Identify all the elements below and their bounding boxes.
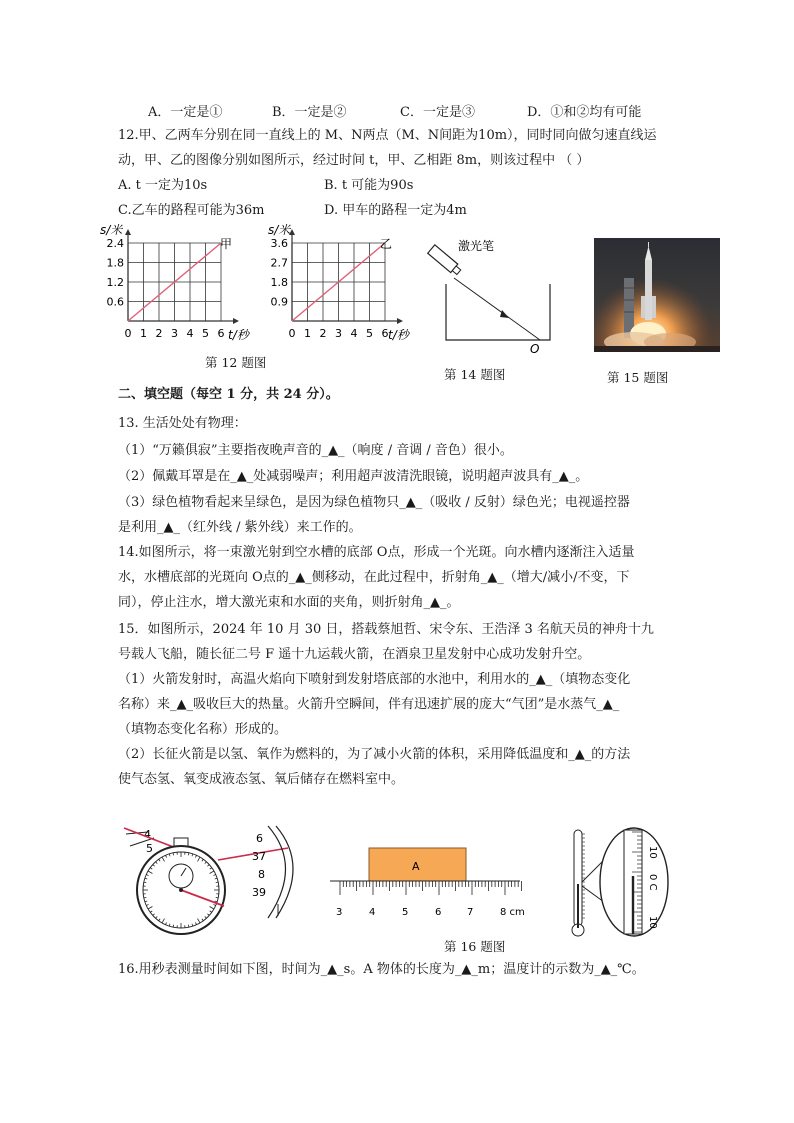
graph-jia-series-label: 甲 xyxy=(220,237,233,251)
yi-x-arrow-icon xyxy=(397,318,403,324)
q12-option-d: D. 甲车的路程一定为4m xyxy=(324,203,467,218)
q15-part1-line2: 名称）来_▲_吸收巨大的热量。火箭升空瞬间，伴有迅速扩展的庞大“气团”是水蒸气_▲_ xyxy=(118,697,620,712)
q13-part3-line2: 是利用_▲_（红外线 / 紫外线）来工作的。 xyxy=(118,520,362,535)
jia-y-arrow-icon xyxy=(125,229,131,235)
fig15-rocket-photo xyxy=(594,238,720,352)
stopwatch-outer-label-5: 5 xyxy=(146,842,153,855)
q13-part1: （1）“万籁俱寂”主要指夜晚声音的_▲_（响度 / 音调 / 音色）很小。 xyxy=(118,443,513,458)
q11-option-c: C．一定是③ xyxy=(400,105,475,120)
stopwatch-tick xyxy=(173,853,174,855)
q15-part1-line3: （填物态变化名称）形成的。 xyxy=(118,722,288,737)
jia-ytick: 1.2 xyxy=(106,276,124,289)
stopwatch-tick xyxy=(144,897,146,898)
graph-jia-yticks xyxy=(107,237,125,309)
yi-ytick: 1.8 xyxy=(270,276,288,289)
stopwatch-zoom-arc xyxy=(268,826,286,918)
stopwatch-outer-label-4: 4 xyxy=(144,828,151,841)
jia-xtick: 6 xyxy=(217,327,225,340)
thermo-label-10-bottom: 10 xyxy=(647,916,658,929)
point-o-label: O xyxy=(530,342,540,356)
jia-xtick: 3 xyxy=(171,327,178,340)
zoom-label-37: 37 xyxy=(252,850,266,863)
ruler-tick-3: 3 xyxy=(336,907,343,918)
stopwatch-tick xyxy=(173,925,174,927)
q15-line1: 15．如图所示，2024 年 10 月 30 日，搭载蔡旭哲、宋令东、王浩泽 3 名航天员的神舟十九 xyxy=(118,622,654,637)
yi-xtick: 4 xyxy=(350,327,358,340)
beam-arrow-icon xyxy=(500,310,509,318)
q12-stem-line2: 动，甲、乙的图像分别如图所示，经过时间 t，甲、乙相距 8m，则该过程中 （ ） xyxy=(118,153,590,168)
fig16-ruler xyxy=(326,846,525,920)
q13-part3-line1: （3）绿色植物看起来呈绿色，是因为绿色植物只_▲_（吸收 / 反射）绿色光；电视遥控器 xyxy=(118,495,630,510)
stopwatch-tick xyxy=(188,853,189,855)
jia-xtick: 0 xyxy=(124,327,132,340)
ruler-tick-7: 7 xyxy=(467,907,474,918)
graph-yi-xticks xyxy=(289,327,389,340)
graph-yi-yticks xyxy=(271,237,289,309)
yi-xtick: 1 xyxy=(304,327,311,340)
yi-xtick: 0 xyxy=(288,327,296,340)
stopwatch-tick xyxy=(216,882,218,883)
fig14-caption: 第 14 题图 xyxy=(444,367,506,382)
graph-yi-series-label: 乙 xyxy=(380,237,393,251)
jia-xtick: 2 xyxy=(155,327,163,340)
zoom-label-6: 6 xyxy=(256,832,263,845)
jia-xtick: 4 xyxy=(186,327,194,340)
graph-yi xyxy=(266,222,416,347)
ruler-tick-4: 4 xyxy=(369,907,376,918)
graph-jia xyxy=(98,222,268,347)
fig14-laser-tank xyxy=(416,236,556,360)
yi-ytick: 0.9 xyxy=(270,295,288,309)
q12-option-b: B. t 可能为90s xyxy=(324,178,414,193)
q12-option-c: C.乙车的路程可能为36m xyxy=(118,203,265,218)
section2-title: 二、填空题（每空 1 分，共 24 分）。 xyxy=(118,387,339,402)
q14-line1: 14.如图所示，将一束激光射到空水槽的底部 O点，形成一个光斑。向水槽内逐渐注入适量 xyxy=(118,545,635,560)
yi-ytick: 2.7 xyxy=(270,256,288,270)
fig15-caption: 第 15 题图 xyxy=(607,370,669,385)
q15-line2: 号载人飞船，随长征二号 F 遥十九运载火箭，在酒泉卫星发射中心成功发射升空。 xyxy=(118,647,591,662)
fig16-stopwatch xyxy=(118,818,304,936)
q12-stem-line1: 12.甲、乙两车分别在同一直线上的 M、N两点（M、N间距为10m），同时同向做匀速直线运 xyxy=(118,128,657,143)
q11-option-d: D．①和②均有可能 xyxy=(527,105,642,120)
laser-pen-label: 激光笔 xyxy=(458,239,495,253)
graph-jia-xticks xyxy=(125,327,225,340)
q13-stem: 13. 生活处处有物理： xyxy=(118,416,247,431)
yi-xtick: 2 xyxy=(319,327,327,340)
q16-text: 16.用秒表测量时间如下图，时间为_▲_s。A 物体的长度为_▲_m；温度计的示数为_▲_℃。 xyxy=(118,962,645,977)
yi-xtick: 6 xyxy=(381,327,389,340)
q11-option-b: B．一定是② xyxy=(272,105,347,120)
stopwatch-tick xyxy=(216,897,218,898)
jia-x-arrow-icon xyxy=(233,318,239,324)
ruler-tick-6: 6 xyxy=(435,907,442,918)
ruler-tick-5: 5 xyxy=(402,907,409,918)
graph-jia-ylabel: s/米 xyxy=(100,223,123,237)
q15-part2-line2: 使气态氢、氧变成液态氢、氧后储存在燃料室中。 xyxy=(118,772,405,787)
jia-ytick: 0.6 xyxy=(106,295,124,309)
q15-part2-line1: （2）长征火箭是以氢、氧作为燃料的，为了减小火箭的体积，采用降低温度和_▲_的方法 xyxy=(118,747,631,762)
stopwatch-tick xyxy=(144,882,146,883)
jia-xtick: 5 xyxy=(202,327,209,340)
stopwatch-crown xyxy=(174,838,188,846)
stopwatch-tick xyxy=(188,925,189,927)
water-tank xyxy=(446,284,550,340)
q11-option-a: A．一定是① xyxy=(148,105,223,120)
ruler-tick-8cm: 8 cm xyxy=(500,907,525,918)
q14-line3: 同），停止注水，增大激光束和水面的夹角，则折射角_▲_。 xyxy=(118,595,460,610)
jia-ytick: 2.4 xyxy=(106,237,124,250)
q15-part1-line1: （1）火箭发射时，高温火焰向下喷射到发射塔底部的水池中，利用水的_▲_（填物态变化 xyxy=(118,672,631,687)
graph-yi-ylabel: s/米 xyxy=(268,223,291,237)
graph-yi-xlabel: t/秒 xyxy=(388,328,409,342)
jia-xtick: 1 xyxy=(140,327,147,340)
laser-beam xyxy=(454,278,540,340)
thermo-label-0: 0 C xyxy=(647,874,658,891)
thermo-label-10-top: 10 xyxy=(647,846,658,859)
fig16-thermometer xyxy=(566,824,676,942)
block-a-label: A xyxy=(412,860,420,873)
yi-xtick: 3 xyxy=(335,327,342,340)
yi-ytick: 3.6 xyxy=(270,237,288,250)
q12-option-a: A. t 一定为10s xyxy=(118,178,208,193)
zoom-label-39: 39 xyxy=(252,886,266,899)
yi-xtick: 5 xyxy=(366,327,373,340)
graph-jia-xlabel: t/秒 xyxy=(228,328,249,342)
zoom-label-8: 8 xyxy=(258,868,265,881)
fig12-caption: 第 12 题图 xyxy=(205,355,267,370)
jia-ytick: 1.8 xyxy=(106,256,124,270)
q14-line2: 水，水槽底部的光斑向 O点的_▲_侧移动，在此过程中，折射角_▲_（增大/减小/不变，下 xyxy=(118,570,630,585)
q13-part2: （2）佩戴耳罩是在_▲_处减弱噪声；利用超声波清洗眼镜，说明超声波具有_▲_。 xyxy=(118,469,589,484)
fig16-caption: 第 16 题图 xyxy=(444,939,506,954)
